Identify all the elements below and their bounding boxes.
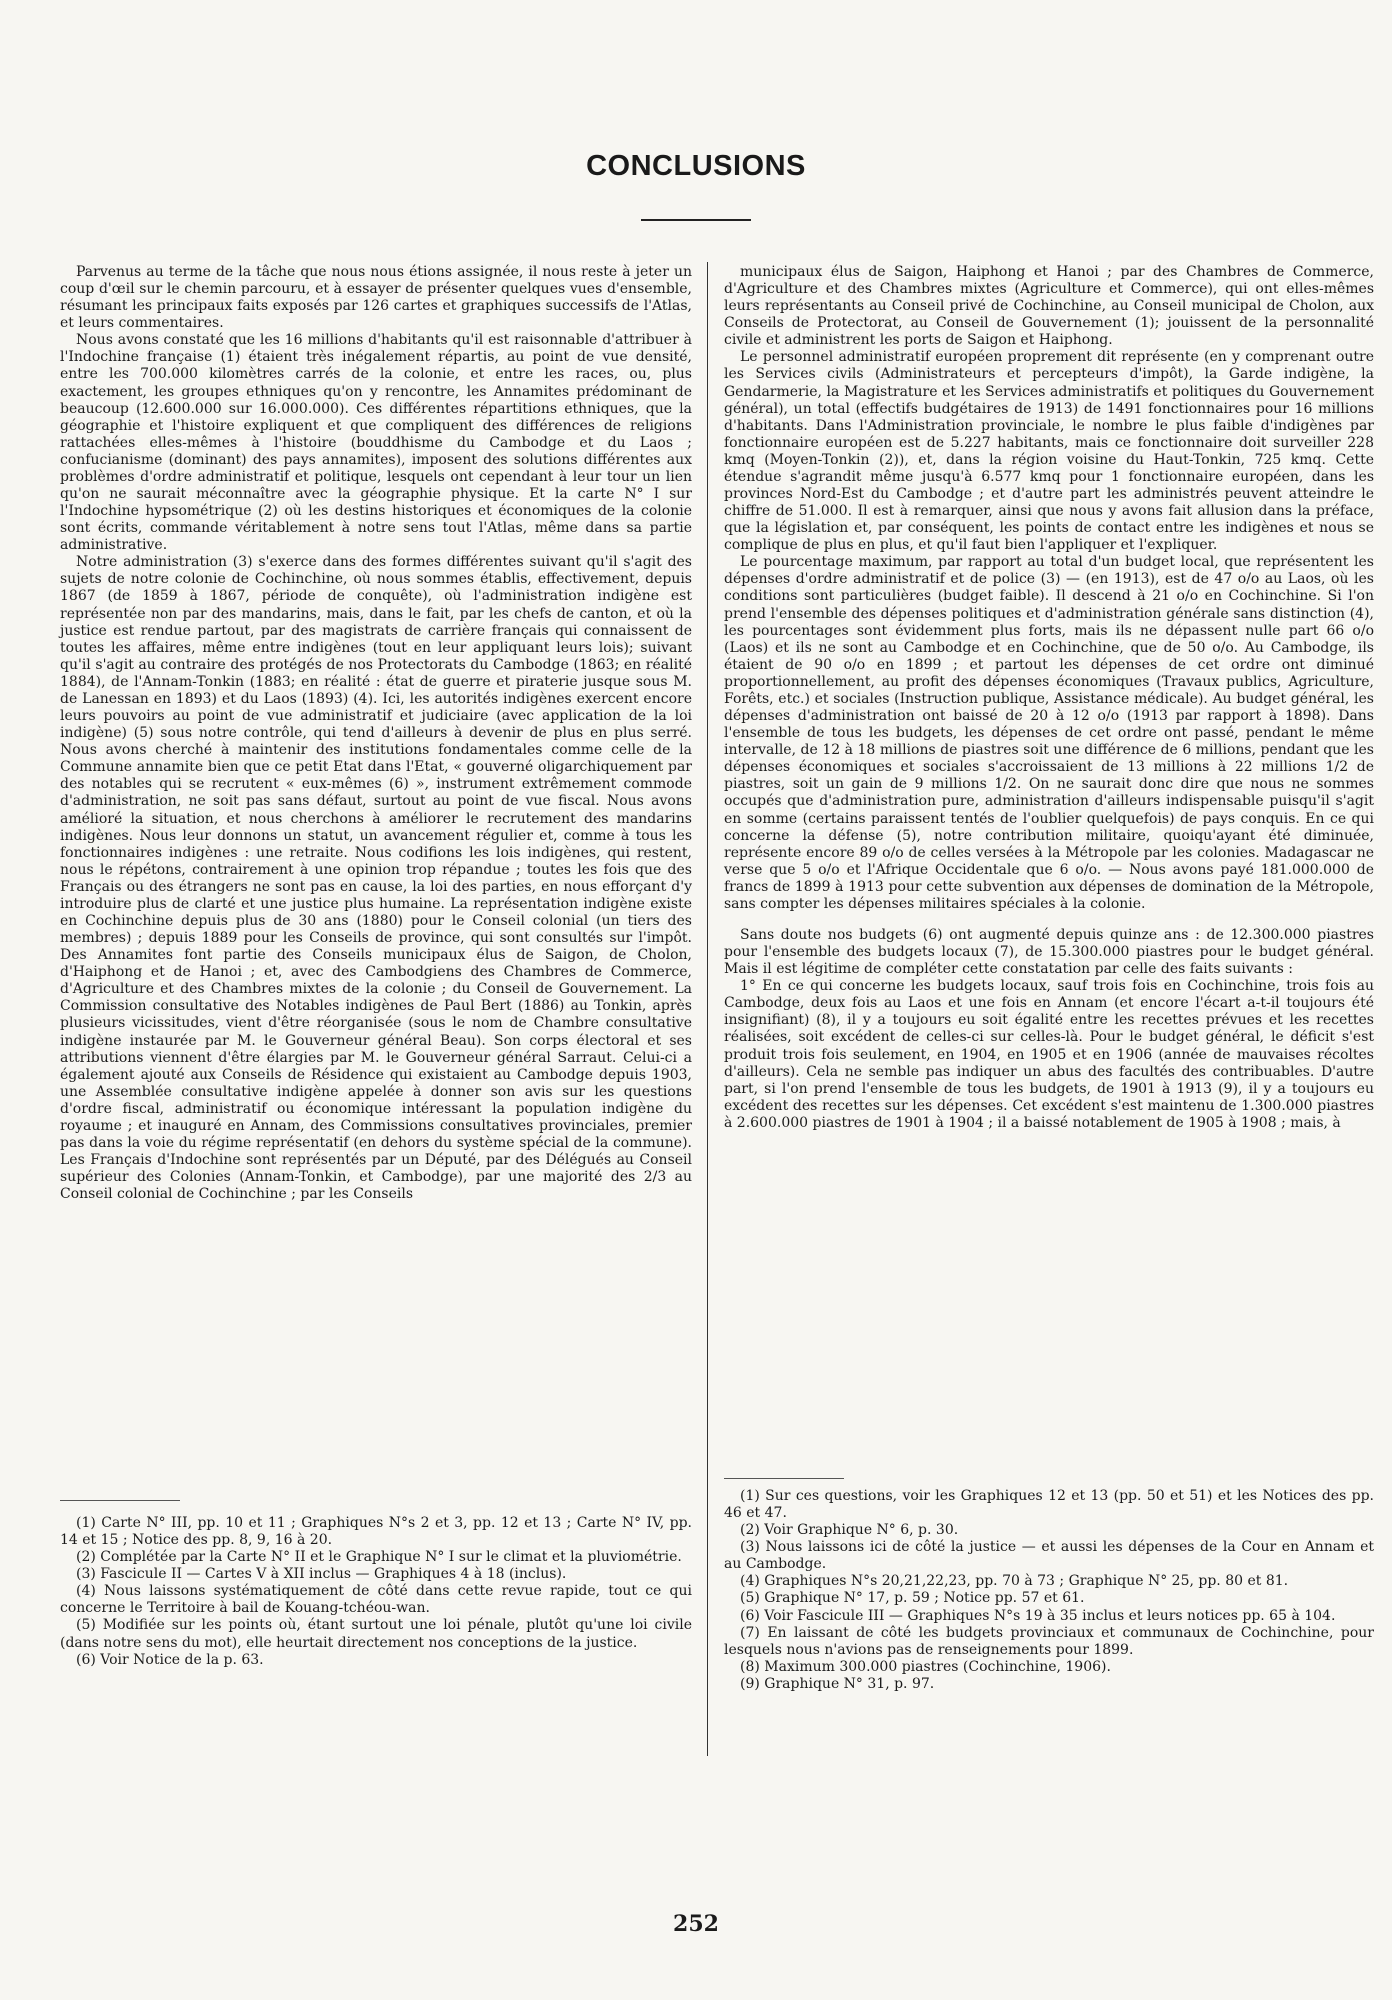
page-title: CONCLUSIONS (586, 150, 806, 182)
left-paragraph-1: Parvenus au terme de la tâche que nous nous étions assignée, il nous reste à jeter un coup d'œil sur le chemin parcouru, et à essayer de présenter quelques vues d'ensemble, résumant les principaux faits exposés par 126 cartes et graphiques successifs de l'Atlas, et leurs commentaires. (60, 264, 692, 332)
right-column (724, 264, 1374, 1132)
footnote: (4) Nous laissons systématiquement de côté dans cette revue rapide, tout ce qui concerne le Territoire à bail de Kouang-tchéou-wan. (60, 1583, 692, 1617)
right-paragraph-3: Le pourcentage maximum, par rapport au total d'un budget local, que représentent les dépenses d'ordre administratif et de police (3) — (en 1913), est de 47 o/o au Laos, où les conditions sont particulières (budget faible). Il descend à 21 o/o en Cochinchine. Si l'on prend l'ensemble des dépenses politiques et d'administration générale sans distinction (4), les pourcentages sont évidemment plus forts, mais ils ne dépassent nulle part 66 o/o (Laos) et ils ne sont au Cambodge et en Cochinchine, que de 50 o/o. Au Cambodge, ils étaient de 90 o/o en 1899 ; et partout les dépenses de cet ordre ont diminué proportionnellement, au profit des dépenses économiques (Travaux publics, Agriculture, Forêts, etc.) et sociales (Instruction publique, Assistance médicale). Au budget général, les dépenses d'administration ont baissé de 20 à 12 o/o (1913 par rapport à 1898). Dans l'ensemble de tous les budgets, les dépenses de cet ordre ont passé, pendant le même intervalle, de 12 à 18 millions de piastres soit une différence de 6 millions, pendant que les dépenses économiques et sociales s'accroissaient de 13 millions à 22 millions 1/2 de piastres, soit un gain de 9 millions 1/2. On ne saurait donc dire que nous ne sommes occupés que d'administration pure, administration d'ailleurs indispensable puisqu'il s'agit en somme (certains paraissent tentés de l'oublier quelquefois) de pays conquis. En ce qui concerne la défense (5), notre contribution militaire, quoiqu'ayant été diminuée, représente encore 89 o/o de celles versées à la Métropole par les colonies. Madagascar ne verse que 5 o/o et l'Afrique Occidentale que 6 o/o. — Nous avons payé 181.000.000 de francs de 1899 à 1913 pour cette subvention aux dépenses de domination de la Métropole, sans compter les dépenses militaires spéciales à la colonie. (724, 554, 1374, 912)
footnote-rule-right (724, 1478, 844, 1479)
column-divider (707, 262, 708, 1756)
footnote: (2) Complétée par la Carte N° II et le Graphique N° I sur le climat et la pluviométrie. (76, 1549, 682, 1566)
right-footnotes (724, 1488, 1374, 1693)
footnote: (6) Voir Notice de la p. 63. (76, 1651, 264, 1668)
page-number: 252 (673, 1911, 719, 1937)
footnote: (3) Nous laissons ici de côté la justice — et aussi les dépenses de la Cour en Annam et au Cambodge. (724, 1539, 1374, 1573)
footnote: (4) Graphiques N°s 20,21,22,23, pp. 70 à 73 ; Graphique N° 25, pp. 80 et 81. (740, 1573, 1289, 1590)
footnote: (5) Graphique N° 17, p. 59 ; Notice pp. 57 et 61. (740, 1590, 1085, 1607)
footnote: (1) Carte N° III, pp. 10 et 11 ; Graphiques N°s 2 et 3, pp. 12 et 13 ; Carte N° IV, pp. 14 et 15 ; Notice des pp. 8, 9, 16 à 20. (60, 1515, 692, 1549)
left-column (60, 264, 692, 1203)
left-footnotes (60, 1515, 692, 1669)
footnote: (9) Graphique N° 31, p. 97. (740, 1675, 935, 1692)
right-paragraph-1: municipaux élus de Saigon, Haiphong et Hanoi ; par des Chambres de Commerce, d'Agriculture et des Chambres mixtes (Agriculture et Commerce), qui ont elles-mêmes leurs représentants au Conseil privé de Cochinchine, au Conseil municipal de Cholon, aux Conseils de Protectorat, au Conseil de Gouvernement (1); jouissent de la personnalité civile et administrent les ports de Saigon et Haiphong. (724, 264, 1374, 349)
footnote: (1) Sur ces questions, voir les Graphiques 12 et 13 (pp. 50 et 51) et les Notices des pp. 46 et 47. (724, 1488, 1374, 1522)
right-paragraph-2: Le personnel administratif européen proprement dit représente (en y comprenant outre les Services civils (Administrateurs et percepteurs d'impôt), la Garde indigène, la Gendarmerie, la Magistrature et les Services administratifs et politiques du Gouvernement général), un total (effectifs budgétaires de 1913) de 1491 fonctionnaires pour 16 millions d'habitants. Dans l'Administration provinciale, le nombre le plus faible d'indigènes par fonctionnaire européen est de 5.227 habitants, mais ce fonctionnaire doit surveiller 228 kmq (Moyen-Tonkin (2)), et, dans la région voisine du Haut-Tonkin, 725 kmq. Cette étendue s'agrandit même jusqu'à 6.577 kmq pour 1 fonctionnaire européen, dans les provinces Nord-Est du Cambodge ; et d'autre part les administrés peuvent atteindre le chiffre de 51.000. Il est à remarquer, ainsi que nous y avons fait allusion dans la préface, que la législation et, par conséquent, les points de contact entre les indigènes et nous se complique de plus en plus, et qu'il faut bien l'appliquer et l'expliquer. (724, 349, 1374, 554)
footnote: (2) Voir Graphique N° 6, p. 30. (740, 1522, 959, 1539)
left-paragraph-2: Nous avons constaté que les 16 millions d'habitants qu'il est raisonnable d'attribuer à l'Indochine française (1) étaient très inégalement répartis, au point de vue densité, entre les 700.000 kilomètres carrés de la colonie, et entre les races, ou, plus exactement, les groupes ethniques qu'on y rencontre, les Annamites prédominant de beaucoup (12.600.000 sur 16.000.000). Ces différentes répartitions ethniques, que la géographie et l'histoire expliquent et que compliquent des différences de religions rattachées elles-mêmes à l'histoire (bouddhisme du Cambodge et du Laos ; confucianisme (dominant) des pays annamites), imposent des solutions différentes aux problèmes d'ordre administratif et politique, lesquels ont cependant à leur tour un lien qu'on ne saurait méconnaître avec la géographie physique. Et la carte N° I sur l'Indochine hypsométrique (2) où les destins historiques et économiques de la colonie sont écrits, commande véritablement à notre sens tout l'Atlas, même dans sa partie administrative. (60, 332, 692, 554)
title-underline (641, 219, 751, 221)
footnote: (8) Maximum 300.000 piastres (Cochinchine, 1906). (740, 1658, 1111, 1675)
footnote: (6) Voir Fascicule III — Graphiques N°s 19 à 35 inclus et leurs notices pp. 65 à 104. (740, 1607, 1336, 1624)
footnote-rule-left (60, 1500, 180, 1501)
right-paragraph-5: 1° En ce qui concerne les budgets locaux, sauf trois fois en Cochinchine, trois fois au Cambodge, deux fois au Laos et une fois en Annam (et encore l'écart a-t-il toujours été insignifiant) (8), il y a toujours eu soit égalité entre les recettes prévues et les recettes réalisées, soit excédent de celles-ci sur celles-là. Pour le budget général, le déficit s'est produit trois fois seulement, en 1904, en 1905 et en 1906 (année de mauvaises récoltes d'ailleurs). Cela ne semble pas indiquer un abus des facultés des contribuables. D'autre part, si l'on prend l'ensemble de tous les budgets, de 1901 à 1913 (9), il y a toujours eu excédent des recettes sur les dépenses. Cet excédent s'est maintenu de 1.300.000 piastres à 2.600.000 piastres de 1901 à 1904 ; il a baissé notablement de 1905 à 1908 ; mais, à (724, 978, 1374, 1131)
footnote: (5) Modifiée sur les points où, étant surtout une loi pénale, plutôt qu'une loi civile (dans notre sens du mot), elle heurtait directement nos conceptions de la justice. (60, 1617, 692, 1651)
footnote: (3) Fascicule II — Cartes V à XII inclus — Graphiques 4 à 18 (inclus). (76, 1566, 567, 1583)
footnote: (7) En laissant de côté les budgets provinciaux et communaux de Cochinchine, pour lesquels nous n'avions pas de renseignements pour 1899. (724, 1624, 1374, 1658)
left-paragraph-3: Notre administration (3) s'exerce dans des formes différentes suivant qu'il s'agit des sujets de notre colonie de Cochinchine, où nous sommes établis, effectivement, depuis 1867 (de 1859 à 1867, période de conquête), où l'administration indigène est représentée non par des mandarins, mais, dans le fait, par les chefs de canton, et où la justice est rendue partout, par des magistrats de carrière français qui connaissent de toutes les affaires, même entre indigènes (tout en leur appliquant leurs lois); suivant qu'il s'agit au contraire des protégés de nos Protectorats du Cambodge (1863; en réalité 1884), de l'Annam-Tonkin (1883; en réalité : état de guerre et piraterie jusque sous M. de Lanessan en 1893) et du Laos (1893) (4). Ici, les autorités indigènes exercent encore leurs pouvoirs au point de vue administratif et judiciaire (avec application de la loi indigène) (5) sous notre contrôle, qui tend d'ailleurs à devenir de plus en plus serré. Nous avons cherché à maintenir des institutions fondamentales comme celle de la Commune annamite bien que ce petit Etat dans l'Etat, « gouverné oligarchiquement par des notables qui se recrutent « eux-mêmes (6) », instrument extrêmement commode d'administration, ne soit pas sans défaut, surtout au point de vue fiscal. Nous avons amélioré la situation, et nous cherchons à améliorer le recrutement des mandarins indigènes. Nous leur donnons un statut, un avancement régulier et, comme à tous les fonctionnaires indigènes : une retraite. Nous codifions les lois indigènes, qui restent, nous le répétons, contrairement à une opinion trop répandue ; toutes les fois que des Français ou des étrangers ne sont pas en cause, la loi des parties, en nous efforçant d'y introduire plus de clarté et une justice plus humaine. La représentation indigène existe en Cochinchine depuis plus de 30 ans (1880) pour le Conseil colonial (un tiers des membres) ; depuis 1889 pour les Conseils de province, qui sont consultés sur l'impôt. Des Annamites font partie des Conseils municipaux élus de Saigon, de Cholon, d'Haiphong et de Hanoi ; et, avec des Cambodgiens des Chambres de Commerce, d'Agriculture et des Chambres mixtes de la colonie ; du Conseil de Gouvernement. La Commission consultative des Notables indigènes de Paul Bert (1886) au Tonkin, après plusieurs vicissitudes, vient d'être réorganisée (sous le nom de Chambre consultative indigène instaurée par M. le Gouverneur général Beau). Son corps électoral et ses attributions viennent d'être élargies par M. le Gouverneur général Sarraut. Celui-ci a également ajouté aux Conseils de Résidence qui existaient au Cambodge depuis 1903, une Assemblée consultative indigène appelée à donner son avis sur les questions d'ordre fiscal, administratif ou économique intéressant la population indigène du royaume ; et inauguré en Annam, des Commissions consultatives provinciales, premier pas dans la voie du régime représentatif (en dehors du système spécial de la commune). Les Français d'Indochine sont représentés par un Député, par des Délégués au Conseil supérieur des Colonies (Annam-Tonkin, et Cambodge), par une majorité des 2/3 au Conseil colonial de Cochinchine ; par les Conseils (60, 554, 692, 1203)
right-paragraph-4: Sans doute nos budgets (6) ont augmenté depuis quinze ans : de 12.300.000 piastres pour l'ensemble des budgets locaux (7), de 15.300.000 piastres pour le budget général. Mais il est légitime de compléter cette constatation par celle des faits suivants : (724, 926, 1374, 978)
